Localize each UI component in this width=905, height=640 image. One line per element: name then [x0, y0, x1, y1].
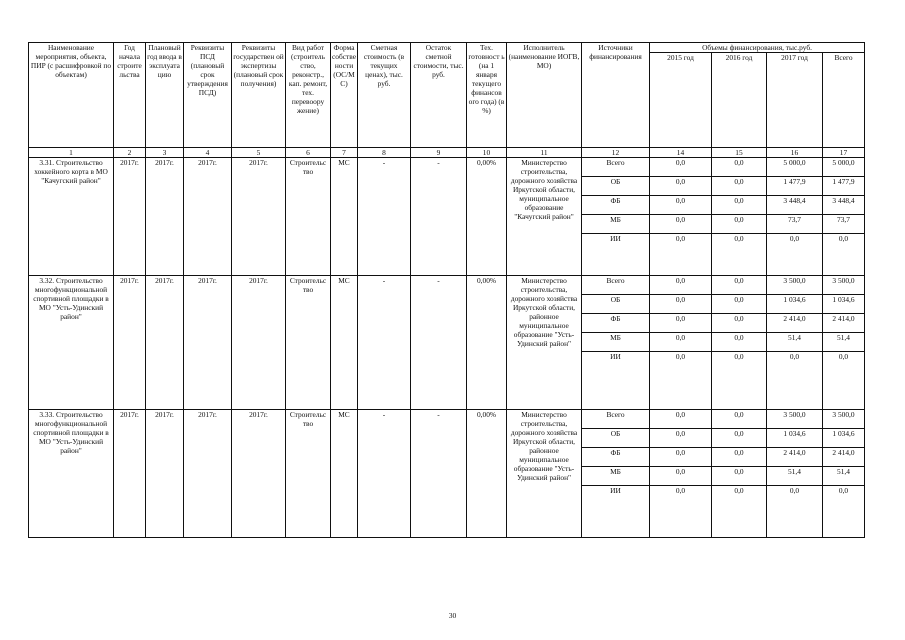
value-2015: 0,0 [650, 215, 712, 234]
value-2016: 0,0 [712, 215, 767, 234]
value-2017: 5 000,0 [767, 158, 823, 177]
ownership: МС [331, 410, 358, 538]
value-total: 3 448,4 [823, 196, 865, 215]
header-sources: Источники финансирования [582, 43, 650, 148]
source-label: Всего [582, 276, 650, 295]
object-name: 3.31. Строительство хоккейного корта в МО "Качугский район" [29, 158, 114, 276]
source-label: ИИ [582, 234, 650, 276]
value-total: 1 477,9 [823, 177, 865, 196]
column-number: 3 [146, 148, 184, 158]
source-label: ОБ [582, 429, 650, 448]
value-total: 2 414,0 [823, 314, 865, 333]
column-number: 11 [507, 148, 582, 158]
value-2016: 0,0 [712, 352, 767, 410]
source-label: ОБ [582, 177, 650, 196]
value-2016: 0,0 [712, 196, 767, 215]
header-estimated-cost: Сметная стоимость (в текущих ценах), тыс. руб. [358, 43, 411, 148]
psd-date: 2017г. [184, 410, 232, 538]
value-2015: 0,0 [650, 467, 712, 486]
expertise-date: 2017г. [232, 276, 286, 410]
column-number: 1 [29, 148, 114, 158]
value-2015: 0,0 [650, 352, 712, 410]
psd-date: 2017г. [184, 158, 232, 276]
value-total: 0,0 [823, 352, 865, 410]
value-total: 3 500,0 [823, 276, 865, 295]
value-2016: 0,0 [712, 467, 767, 486]
value-2016: 0,0 [712, 486, 767, 538]
value-2016: 0,0 [712, 429, 767, 448]
source-label: Всего [582, 158, 650, 177]
value-2016: 0,0 [712, 234, 767, 276]
column-number: 5 [232, 148, 286, 158]
readiness: 0,00% [467, 410, 507, 538]
value-2017: 3 500,0 [767, 410, 823, 429]
page-number: 30 [448, 611, 457, 620]
readiness: 0,00% [467, 158, 507, 276]
ownership: МС [331, 276, 358, 410]
column-number: 15 [712, 148, 767, 158]
value-2016: 0,0 [712, 314, 767, 333]
value-2016: 0,0 [712, 158, 767, 177]
value-2016: 0,0 [712, 295, 767, 314]
column-number: 12 [582, 148, 650, 158]
value-2015: 0,0 [650, 333, 712, 352]
header-executor: Исполнитель (наименование ИОГВ, МО) [507, 43, 582, 148]
value-2017: 0,0 [767, 352, 823, 410]
value-2017: 51,4 [767, 333, 823, 352]
value-2017: 3 448,4 [767, 196, 823, 215]
table-row [29, 158, 865, 177]
header-expertise: Реквизиты государствен ой экспертизы (плановый срок получения) [232, 43, 286, 148]
source-label: МБ [582, 467, 650, 486]
column-number: 8 [358, 148, 411, 158]
source-label: ФБ [582, 196, 650, 215]
value-total: 1 034,6 [823, 295, 865, 314]
value-2015: 0,0 [650, 276, 712, 295]
header-2017: 2017 год [767, 53, 823, 148]
table-row [29, 276, 865, 295]
executor: Министерство строительства, дорожного хозяйства Иркутской области, районное муниципальное образование "Усть-Удинский район" [507, 410, 582, 538]
header-volumes: Объемы финансирования, тыс.руб. [650, 43, 865, 53]
value-2016: 0,0 [712, 276, 767, 295]
value-total: 3 500,0 [823, 410, 865, 429]
header-start-year: Год начала строите льства [114, 43, 146, 148]
value-2015: 0,0 [650, 234, 712, 276]
header-plan-year: Плановый год ввода в эксплуата цию [146, 43, 184, 148]
source-label: МБ [582, 333, 650, 352]
column-number: 10 [467, 148, 507, 158]
value-2015: 0,0 [650, 429, 712, 448]
value-2017: 2 414,0 [767, 314, 823, 333]
column-number: 17 [823, 148, 865, 158]
estimated-cost: - [358, 276, 411, 410]
object-name: 3.32. Строительство многофункциональной спортивной площадки в МО "Усть-Удинский район" [29, 276, 114, 410]
value-2016: 0,0 [712, 410, 767, 429]
column-number: 7 [331, 148, 358, 158]
value-2017: 1 477,9 [767, 177, 823, 196]
readiness: 0,00% [467, 276, 507, 410]
source-label: ИИ [582, 486, 650, 538]
work-type: Строительс тво [286, 276, 331, 410]
value-2016: 0,0 [712, 448, 767, 467]
remaining-cost: - [411, 158, 467, 276]
column-number: 14 [650, 148, 712, 158]
value-2017: 3 500,0 [767, 276, 823, 295]
table-row [29, 410, 865, 429]
header-2016: 2016 год [712, 53, 767, 148]
value-total: 0,0 [823, 234, 865, 276]
value-2017: 51,4 [767, 467, 823, 486]
value-2017: 1 034,6 [767, 429, 823, 448]
value-2015: 0,0 [650, 486, 712, 538]
source-label: ФБ [582, 314, 650, 333]
column-number: 2 [114, 148, 146, 158]
source-label: ИИ [582, 352, 650, 410]
plan-year: 2017г. [146, 276, 184, 410]
value-2017: 0,0 [767, 234, 823, 276]
value-2015: 0,0 [650, 177, 712, 196]
value-2017: 0,0 [767, 486, 823, 538]
estimated-cost: - [358, 158, 411, 276]
remaining-cost: - [411, 410, 467, 538]
value-2017: 2 414,0 [767, 448, 823, 467]
value-2015: 0,0 [650, 196, 712, 215]
remaining-cost: - [411, 276, 467, 410]
header-2015: 2015 год [650, 53, 712, 148]
financing-table [28, 42, 865, 538]
column-numbers-row [29, 148, 865, 158]
value-total: 51,4 [823, 333, 865, 352]
work-type: Строительс тво [286, 158, 331, 276]
header-remaining-cost: Остаток сметной стоимости, тыс. руб. [411, 43, 467, 148]
column-number: 4 [184, 148, 232, 158]
header-readiness: Тех. готовност ь (на 1 января текущего финансов ого года) (в %) [467, 43, 507, 148]
header-name: Наименование мероприятия, объекта, ПИР (с расшифровкой по объектам) [29, 43, 114, 148]
plan-year: 2017г. [146, 158, 184, 276]
value-2015: 0,0 [650, 158, 712, 177]
value-2016: 0,0 [712, 333, 767, 352]
executor: Министерство строительства, дорожного хозяйства Иркутской области, муниципальное образование "Качугский район" [507, 158, 582, 276]
value-2017: 1 034,6 [767, 295, 823, 314]
expertise-date: 2017г. [232, 158, 286, 276]
value-total: 2 414,0 [823, 448, 865, 467]
start-year: 2017г. [114, 158, 146, 276]
source-label: Всего [582, 410, 650, 429]
header-ownership: Форма собстве ности (ОС/М С) [331, 43, 358, 148]
object-name: 3.33. Строительство многофункциональной спортивной площадки в МО "Усть-Удинский район" [29, 410, 114, 538]
value-total: 73,7 [823, 215, 865, 234]
value-total: 5 000,0 [823, 158, 865, 177]
ownership: МС [331, 158, 358, 276]
work-type: Строительс тво [286, 410, 331, 538]
psd-date: 2017г. [184, 276, 232, 410]
value-2015: 0,0 [650, 448, 712, 467]
value-2015: 0,0 [650, 295, 712, 314]
value-2015: 0,0 [650, 314, 712, 333]
column-number: 16 [767, 148, 823, 158]
value-total: 51,4 [823, 467, 865, 486]
header-total: Всего [823, 53, 865, 148]
column-number: 9 [411, 148, 467, 158]
value-2017: 73,7 [767, 215, 823, 234]
header-psd: Реквизиты ПСД (плановый срок утверждения ПСД) [184, 43, 232, 148]
expertise-date: 2017г. [232, 410, 286, 538]
value-total: 1 034,6 [823, 429, 865, 448]
plan-year: 2017г. [146, 410, 184, 538]
value-2016: 0,0 [712, 177, 767, 196]
start-year: 2017г. [114, 410, 146, 538]
source-label: ФБ [582, 448, 650, 467]
column-number: 6 [286, 148, 331, 158]
estimated-cost: - [358, 410, 411, 538]
executor: Министерство строительства, дорожного хозяйства Иркутской области, районное муниципальное образование "Усть-Удинский район" [507, 276, 582, 410]
header-work-type: Вид работ (строитель ство, реконстр., кап. ремонт, тех. перевоору жение) [286, 43, 331, 148]
value-total: 0,0 [823, 486, 865, 538]
source-label: ОБ [582, 295, 650, 314]
header-row-1 [29, 43, 865, 53]
value-2015: 0,0 [650, 410, 712, 429]
start-year: 2017г. [114, 276, 146, 410]
source-label: МБ [582, 215, 650, 234]
